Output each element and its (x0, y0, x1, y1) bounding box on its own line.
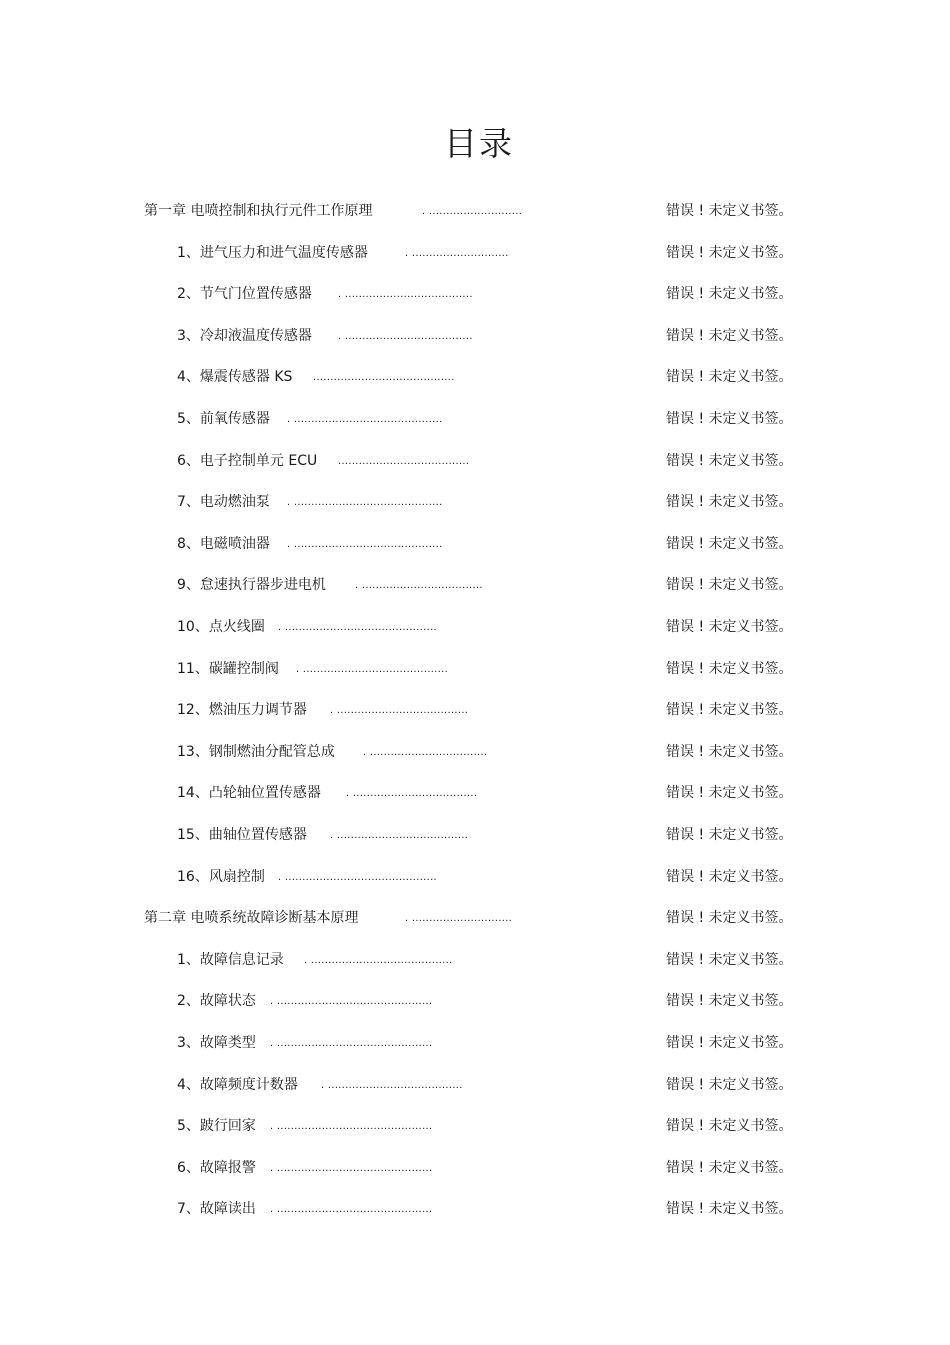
toc-leader-dots: . ............................ (405, 247, 509, 259)
toc-leader-dots: . ...................................... (330, 829, 469, 841)
toc-entry[interactable] (0, 1114, 950, 1138)
toc-leader-dots: ...................................... (338, 455, 470, 467)
toc-leader-dots: ......................................... (313, 371, 455, 383)
toc-entry[interactable] (0, 906, 950, 930)
toc-entry[interactable] (0, 657, 950, 681)
toc-leader-dots: . ........................... (422, 205, 523, 217)
toc-leader-dots: . ............................................. (270, 995, 433, 1007)
toc-entry[interactable] (0, 823, 950, 847)
toc-leader-dots: . ....................................... (321, 1079, 463, 1091)
toc-entry[interactable] (0, 1031, 950, 1055)
toc-entry[interactable] (0, 449, 950, 473)
toc-section-title: 11、碳罐控制阀 (177, 661, 279, 677)
toc-leader-dots: . ......................................... (304, 954, 453, 966)
toc-page-reference: 错误 ! 未定义书签。 (666, 744, 793, 760)
toc-leader-dots: . ........................................... (287, 538, 443, 550)
toc-entry[interactable] (0, 781, 950, 805)
toc-leader-dots: . ........................................... (287, 496, 443, 508)
toc-section-title: 12、燃油压力调节器 (177, 702, 307, 718)
toc-leader-dots: . ...................................... (330, 704, 469, 716)
toc-page-reference: 错误 ! 未定义书签。 (666, 1077, 793, 1093)
toc-page-reference: 错误 ! 未定义书签。 (666, 827, 793, 843)
toc-section-title: 1、进气压力和进气温度传感器 (177, 245, 368, 261)
toc-page-reference: 错误 ! 未定义书签。 (666, 494, 793, 510)
toc-entry[interactable] (0, 865, 950, 889)
toc-page-reference: 错误 ! 未定义书签。 (666, 1201, 793, 1217)
toc-entry[interactable] (0, 490, 950, 514)
toc-section-title: 13、钢制燃油分配管总成 (177, 744, 335, 760)
toc-entry[interactable] (0, 573, 950, 597)
toc-page-reference: 错误 ! 未定义书签。 (666, 245, 793, 261)
document-title: 目录 (444, 124, 514, 163)
toc-section-title: 9、怠速执行器步进电机 (177, 577, 326, 593)
toc-page-reference: 错误 ! 未定义书签。 (666, 952, 793, 968)
toc-entry[interactable] (0, 324, 950, 348)
toc-entry[interactable] (0, 407, 950, 431)
toc-page-reference: 错误 ! 未定义书签。 (666, 993, 793, 1009)
toc-section-title: 2、节气门位置传感器 (177, 286, 312, 302)
toc-leader-dots: . ............................................. (270, 1120, 433, 1132)
toc-section-title: 3、故障类型 (177, 1035, 256, 1051)
toc-leader-dots: . ............................................ (278, 871, 437, 883)
toc-entry[interactable] (0, 698, 950, 722)
toc-section-title: 14、凸轮轴位置传感器 (177, 785, 321, 801)
toc-entry[interactable] (0, 282, 950, 306)
toc-page-reference: 错误 ! 未定义书签。 (666, 1035, 793, 1051)
toc-entry[interactable] (0, 740, 950, 764)
toc-section-title: 8、电磁喷油器 (177, 536, 270, 552)
toc-leader-dots: . ............................................ (278, 621, 437, 633)
toc-entry[interactable] (0, 989, 950, 1013)
toc-leader-dots: . .................................. (363, 746, 488, 758)
toc-entry[interactable] (0, 241, 950, 265)
toc-page-reference: 错误 ! 未定义书签。 (666, 910, 793, 926)
toc-entry[interactable] (0, 532, 950, 556)
toc-page-reference: 错误 ! 未定义书签。 (666, 785, 793, 801)
toc-entry[interactable] (0, 1073, 950, 1097)
toc-section-title: 5、前氧传感器 (177, 411, 270, 427)
toc-leader-dots: . ..................................... (338, 330, 473, 342)
toc-section-title: 4、故障频度计数器 (177, 1077, 298, 1093)
toc-page-reference: 错误 ! 未定义书签。 (666, 286, 793, 302)
toc-leader-dots: . ............................. (405, 912, 513, 924)
toc-chapter-title: 第二章 电喷系统故障诊断基本原理 (144, 910, 359, 926)
toc-section-title: 2、故障状态 (177, 993, 256, 1009)
toc-page-reference: 错误 ! 未定义书签。 (666, 1160, 793, 1176)
toc-entry[interactable] (0, 199, 950, 223)
toc-leader-dots: . ............................................. (270, 1162, 433, 1174)
toc-section-title: 6、电子控制单元 ECU (177, 453, 318, 469)
toc-leader-dots: . ................................... (355, 579, 483, 591)
toc-page-reference: 错误 ! 未定义书签。 (666, 702, 793, 718)
toc-entry[interactable] (0, 1197, 950, 1221)
toc-page-reference: 错误 ! 未定义书签。 (666, 369, 793, 385)
toc-page-reference: 错误 ! 未定义书签。 (666, 453, 793, 469)
toc-entry[interactable] (0, 365, 950, 389)
toc-section-title: 7、电动燃油泵 (177, 494, 270, 510)
toc-page-reference: 错误 ! 未定义书签。 (666, 203, 793, 219)
toc-leader-dots: . ........................................... (287, 413, 443, 425)
toc-page-reference: 错误 ! 未定义书签。 (666, 411, 793, 427)
toc-leader-dots: . .......................................... (296, 663, 449, 675)
toc-page-reference: 错误 ! 未定义书签。 (666, 661, 793, 677)
toc-page-reference: 错误 ! 未定义书签。 (666, 577, 793, 593)
toc-chapter-title: 第一章 电喷控制和执行元件工作原理 (144, 203, 373, 219)
toc-page-reference: 错误 ! 未定义书签。 (666, 328, 793, 344)
toc-leader-dots: . ............................................. (270, 1203, 433, 1215)
toc-leader-dots: . .................................... (346, 787, 478, 799)
toc-section-title: 1、故障信息记录 (177, 952, 284, 968)
toc-section-title: 6、故障报警 (177, 1160, 256, 1176)
toc-entry[interactable] (0, 615, 950, 639)
toc-entry[interactable] (0, 1156, 950, 1180)
toc-leader-dots: . ............................................. (270, 1037, 433, 1049)
toc-page-reference: 错误 ! 未定义书签。 (666, 1118, 793, 1134)
toc-page-reference: 错误 ! 未定义书签。 (666, 869, 793, 885)
toc-leader-dots: . ..................................... (338, 288, 473, 300)
toc-section-title: 4、爆震传感器 KS (177, 369, 293, 385)
toc-section-title: 7、故障读出 (177, 1201, 256, 1217)
toc-section-title: 10、点火线圈 (177, 619, 265, 635)
toc-page-reference: 错误 ! 未定义书签。 (666, 536, 793, 552)
toc-entry[interactable] (0, 948, 950, 972)
toc-section-title: 15、曲轴位置传感器 (177, 827, 307, 843)
toc-section-title: 16、风扇控制 (177, 869, 265, 885)
toc-section-title: 5、跛行回家 (177, 1118, 256, 1134)
toc-section-title: 3、冷却液温度传感器 (177, 328, 312, 344)
toc-page-reference: 错误 ! 未定义书签。 (666, 619, 793, 635)
